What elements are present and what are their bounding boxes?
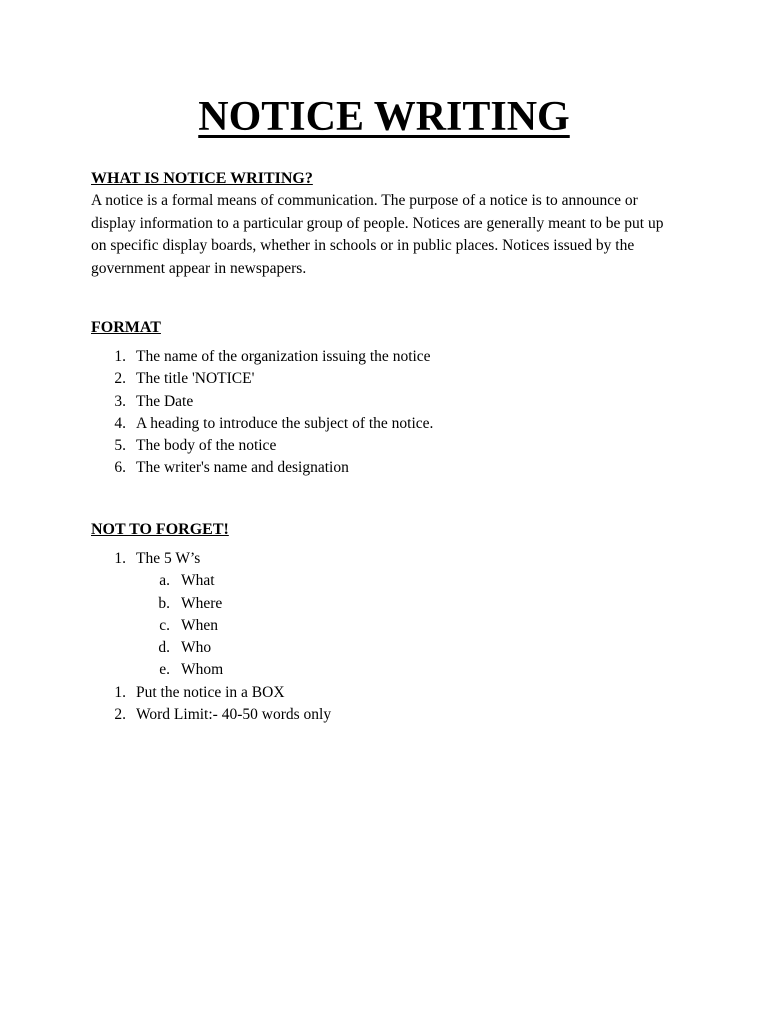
list-text: What — [181, 572, 215, 590]
list-letter: e. — [159, 661, 170, 679]
intro-paragraph: A notice is a formal means of communication. The purpose of a notice is to announce or display information to a particular group of people. Notices are generally meant to be put up on specific display boards, whether in schools or in public places. Notices issued by the government appear in newspapers. — [91, 192, 664, 277]
list-letter: c. — [159, 616, 170, 634]
sub-list-item — [0, 570, 768, 592]
list-text: The name of the organization issuing the notice — [136, 348, 431, 365]
list-number: 3. — [114, 392, 126, 410]
list-text: The body of the notice — [136, 437, 277, 455]
not-to-forget-list — [0, 548, 768, 726]
list-text: The writer's name and designation — [136, 459, 349, 477]
sub-list-item — [0, 659, 768, 681]
list-item — [0, 391, 768, 413]
list-text: A heading to introduce the subject of the notice. — [136, 414, 434, 432]
list-number: 2. — [114, 370, 126, 388]
list-item — [0, 682, 768, 704]
list-text: The Date — [136, 392, 194, 410]
list-text: The 5 W’s — [136, 550, 201, 567]
list-number: 1. — [114, 348, 126, 365]
list-text: Word Limit:- 40-50 words only — [136, 706, 332, 724]
list-letter: a. — [159, 572, 170, 590]
list-text: Put the notice in a BOX — [136, 683, 285, 701]
section-heading-not-to-forget: NOT TO FORGET! — [91, 521, 229, 538]
list-text: Where — [181, 594, 223, 612]
list-letter: d. — [158, 639, 170, 657]
list-number: 1. — [114, 683, 126, 701]
list-item — [0, 368, 768, 390]
list-number: 4. — [114, 414, 126, 432]
list-number: 6. — [114, 459, 126, 477]
list-text: Whom — [181, 661, 224, 679]
list-text: Who — [181, 639, 212, 657]
page-title: NOTICE WRITING — [198, 94, 570, 140]
list-number: 1. — [114, 550, 126, 567]
list-text: When — [181, 616, 219, 634]
list-item — [0, 548, 768, 570]
list-number: 2. — [114, 706, 126, 724]
list-letter: b. — [158, 594, 170, 612]
list-item — [0, 413, 768, 435]
list-text: The title 'NOTICE' — [136, 370, 255, 388]
section-heading-format: FORMAT — [91, 319, 161, 336]
list-item — [0, 457, 768, 479]
section-heading-what-is: WHAT IS NOTICE WRITING? — [91, 170, 313, 187]
format-list — [0, 346, 768, 480]
list-item — [0, 346, 768, 368]
sub-list-item — [0, 637, 768, 659]
list-item — [0, 704, 768, 726]
sub-list-item — [0, 593, 768, 615]
list-number: 5. — [114, 437, 126, 455]
sub-list-item — [0, 615, 768, 637]
list-item — [0, 435, 768, 457]
